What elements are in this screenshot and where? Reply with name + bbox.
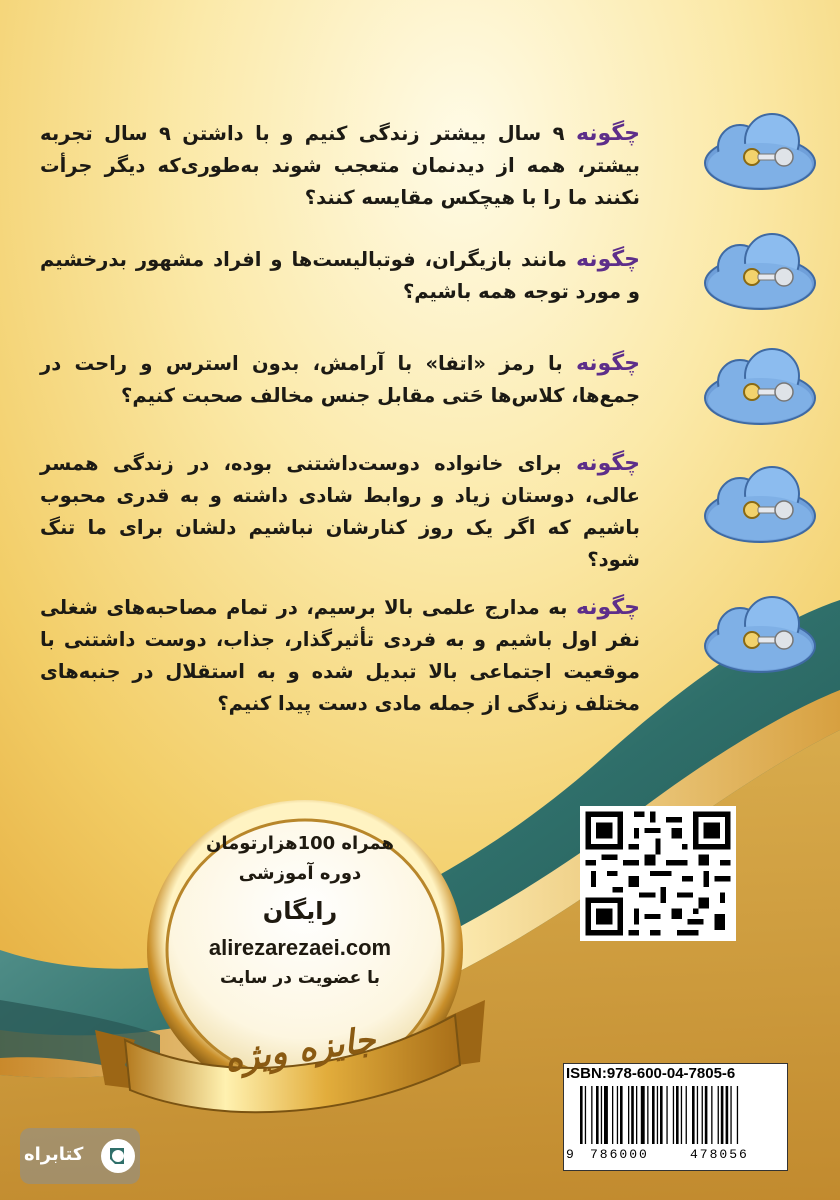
question-2 (40, 244, 640, 308)
ribbon-text: جایزه ویژه (222, 1019, 378, 1081)
barcode-lead-digit: 9 (566, 1147, 574, 1162)
barcode-right-digits: 478056 (690, 1147, 749, 1162)
qr-code-icon (580, 806, 736, 941)
cloud-key-icon (700, 225, 820, 315)
cloud-key-icon (700, 340, 820, 430)
cloud-key-icon (700, 588, 820, 678)
medal-line-4: با عضویت در سایت (220, 968, 380, 988)
question-keyword: چگونه (575, 595, 640, 620)
barcode-left-digits: 786000 (590, 1147, 649, 1162)
question-text: به مدارج علمی بالا برسیم، در تمام مصاحبه‌های شغلی نفر اول باشیم و به فردی تأثیرگذار، جذاب، دوست داشتنی با موقعیت اجتماعی بالا تبدیل شده و به استقلال در جنبه‌های مختلف زندگی از جمله مادی دست پیدا کنیم؟ (40, 596, 640, 715)
question-4 (40, 448, 640, 576)
question-3 (40, 348, 640, 412)
question-1 (40, 118, 640, 214)
question-keyword: چگونه (575, 121, 640, 146)
medal-line-2: دوره آموزشی (238, 863, 362, 884)
cloud-key-icon (700, 458, 820, 548)
question-text: با رمز «اتفا» با آرامش، بدون استرس و راحت در جمع‌ها، کلاس‌ها حَتی مقابل جنس مخالف صحبت کنیم؟ (40, 352, 640, 407)
question-keyword: چگونه (575, 351, 640, 376)
question-text: ۹ سال بیشتر زندگی کنیم و با داشتن ۹ سال تجربه بیشتر، همه از دیدنمان متعجب شوند به‌طوری‌که دیگر جرأت نکنند ما را با هیچکس مقایسه کنند؟ (40, 122, 640, 209)
question-5 (40, 592, 640, 720)
qr-code[interactable] (580, 806, 736, 941)
publisher-name: کتابراه (24, 1144, 84, 1165)
cloud-key-icon (700, 105, 820, 195)
question-text: برای خانواده دوست‌داشتنی بوده، در زندگی همسر عالی، دوستان زیاد و روابط شادی داشته و به قدری محبوب باشیم که اگر یک روز کنارشان نباشیم دلشان برای ما تنگ شود؟ (40, 452, 640, 571)
question-text: مانند بازیگران، فوتبالیست‌ها و افراد مشهور بدرخشیم و مورد توجه همه باشیم؟ (40, 248, 640, 303)
medal-line-3: رایگان (262, 897, 338, 925)
isbn-label: ISBN:978-600-04-7805-6 (566, 1065, 736, 1082)
barcode-bars (566, 1086, 783, 1146)
medal-line-1: همراه 100هزارتومان (206, 833, 394, 854)
question-keyword: چگونه (575, 451, 641, 476)
question-keyword: چگونه (575, 247, 641, 272)
medal-website[interactable]: alirezarezaei.com (208, 935, 392, 960)
